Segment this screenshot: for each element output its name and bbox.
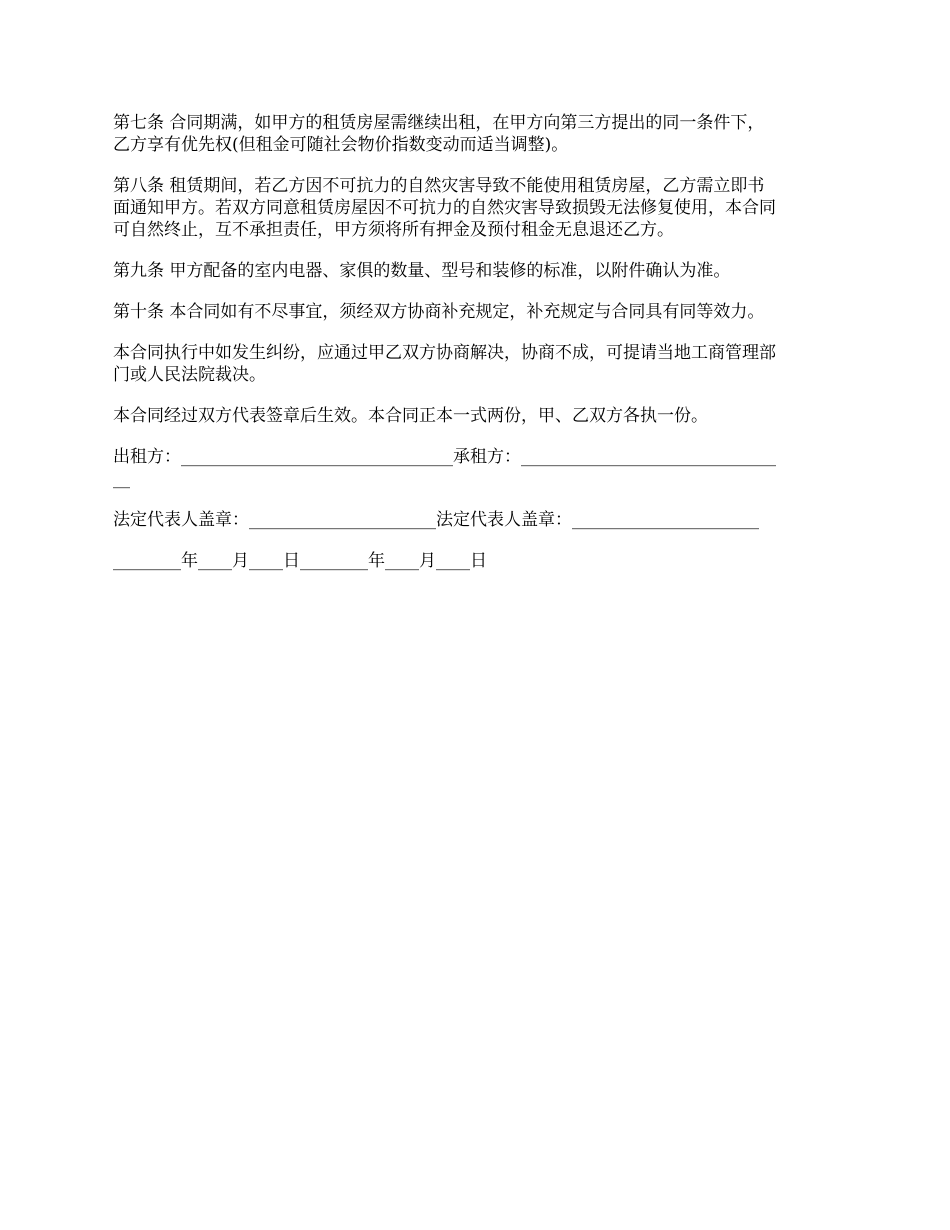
signing-date-lines <box>113 550 843 572</box>
lessor-lessee-line: 出租方：________________________________承租方：______________________________ <box>113 447 776 467</box>
article-10-line-1: 第十条 本合同如有不尽事宜，须经双方协商补充规定，补充规定与合同具有同等效力。 <box>113 302 765 322</box>
effect-clause <box>113 405 843 427</box>
article-8 <box>113 175 843 241</box>
effect-clause-line-1: 本合同经过双方代表签章后生效。本合同正本一式两份，甲、乙双方各执一份。 <box>113 406 708 426</box>
signing-date-line: ________年____月____日________年____月____日 <box>113 551 487 571</box>
article-7-line-2: 乙方享有优先权(但租金可随社会物价指数变动而适当调整)。 <box>113 135 569 155</box>
representative-seal-lines <box>113 509 843 531</box>
article-8-line-2: 面通知甲方。若双方同意租赁房屋因不可抗力的自然灾害导致损毁无法修复使用，本合同 <box>113 198 776 218</box>
article-7 <box>113 112 843 156</box>
article-7-line-1: 第七条 合同期满，如甲方的租赁房屋需继续出租，在甲方向第三方提出的同一条件下， <box>113 113 765 133</box>
dispute-clause-line-2: 门或人民法院裁决。 <box>113 365 266 385</box>
article-10 <box>113 301 843 323</box>
document-body <box>113 112 843 591</box>
lessor-lessee-line-wrap: __ <box>113 469 130 489</box>
party-signature-lines <box>113 446 843 490</box>
dispute-clause <box>113 342 843 386</box>
article-8-line-3: 可自然终止，互不承担责任，甲方须将所有押金及预付租金无息退还乙方。 <box>113 220 674 240</box>
article-8-line-1: 第八条 租赁期间，若乙方因不可抗力的自然灾害导致不能使用租赁房屋，乙方需立即书 <box>113 176 765 196</box>
dispute-clause-line-1: 本合同执行中如发生纠纷，应通过甲乙双方协商解决，协商不成，可提请当地工商管理部 <box>113 343 776 363</box>
representative-seal-line: 法定代表人盖章：______________________法定代表人盖章：______________________ <box>113 510 759 530</box>
article-9 <box>113 260 843 282</box>
article-9-line-1: 第九条 甲方配备的室内电器、家俱的数量、型号和装修的标准，以附件确认为准。 <box>113 261 731 281</box>
